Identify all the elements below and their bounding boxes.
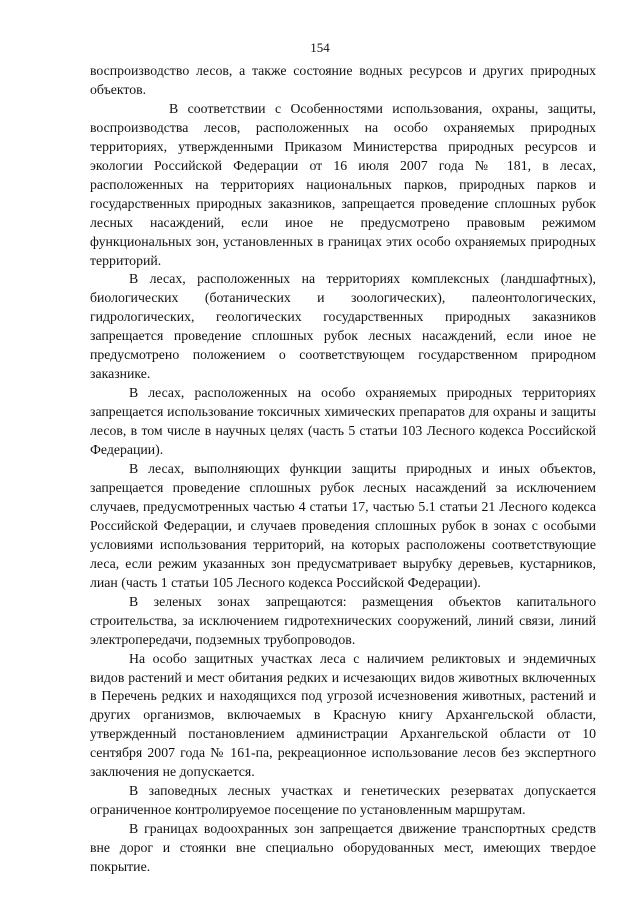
paragraph-protected-territories: В соответствии с Особенностями использования, охраны, защиты, воспроизводства лесов, расположенных на особо охраняемых природных территориях, утвержденными Приказом Министерства природных ресурсов и экологии Российской Федерации от 16 июля 2007 года № 181, в лесах, расположенных на территориях национальных парков, природных парков и государственных природных заказников, запрещается проведение сплошных рубок лесных насаждений, если иное не предусмотрено правовым режимом функциональных зон, установленных в границах этих особо охраняемых природных территорий.: [90, 100, 596, 268]
paragraph-toxic-chemicals: В лесах, расположенных на особо охраняемых природных территориях запрещается использование токсичных химических препаратов для охраны и защиты лесов, в том числе в научных целях (часть 5 статьи 103 Лесного кодекса Российской Федерации).: [90, 385, 596, 458]
page-number: 154: [310, 40, 330, 55]
paragraph-water-protection-zones: В границах водоохранных зон запрещается движение транспортных средств вне дорог и стоянки вне специально оборудованных мест, имеющих твердое покрытие.: [90, 821, 596, 875]
paragraph-green-zones: В зеленых зонах запрещаются: размещения объектов капитального строительства, за исключением гидротехнических сооружений, линий связи, линий электропередачи, подземных трубопроводов.: [90, 593, 596, 647]
document-body: [90, 62, 596, 877]
paragraph-reserves: В лесах, расположенных на территориях комплексных (ландшафтных), биологических (ботанических и зоологических), палеонтологических, гидрологических, геологических государственных природных заказников запрещается проведение сплошных рубок лесных насаждений, если иное не предусмотрено положением о соответствующем государственном природном заказнике.: [90, 271, 596, 382]
paragraph-genetic-reserves: В заповедных лесных участках и генетических резерватах допускается ограниченное контролируемое посещение по установленным маршрутам.: [90, 783, 596, 818]
paragraph-continuation: воспроизводство лесов, а также состояние водных ресурсов и других природных объектов.: [90, 63, 596, 97]
paragraph-special-protective-areas: На особо защитных участках леса с наличием реликтовых и эндемичных видов растений и мест обитания редких и исчезающих видов животных включенных в Перечень редких и находящихся под угрозой исчезновения животных, растений и других организмов, включаемых в Красную книгу Архангельской области, утвержденный постановлением администрации Архангельской области от 10 сентября 2007 года № 161-па, рекреационное использование лесов без экспертного заключения не допускается.: [90, 650, 596, 780]
paragraph-protective-forests: В лесах, выполняющих функции защиты природных и иных объектов, запрещается проведение сплошных рубок лесных насаждений за исключением случаев, предусмотренных частью 4 статьи 17, частью 5.1 статьи 21 Лесного кодекса Российской Федерации, и случаев проведения сплошных рубок в зонах с особыми условиями использования территорий, на которых расположены соответствующие леса, если режим указанных зон предусматривает вырубку деревьев, кустарников, лиан (часть 1 статьи 105 Лесного кодекса Российской Федерации).: [90, 461, 596, 590]
